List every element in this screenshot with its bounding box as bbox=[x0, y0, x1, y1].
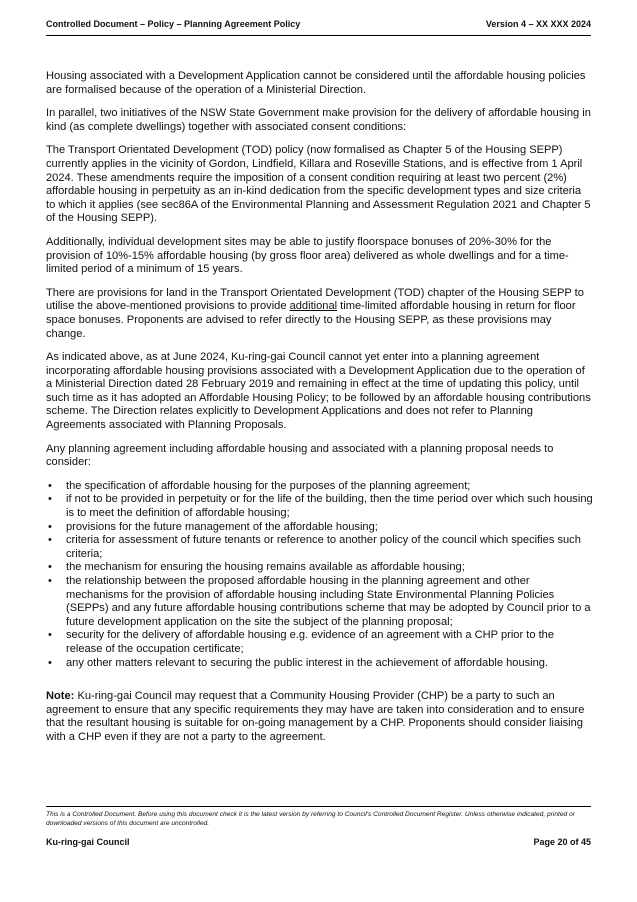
document-title: Controlled Document – Policy – Planning Agreement Policy bbox=[46, 19, 301, 29]
paragraph-5-part-b: time-limited affordable housing in return for floor space bonuses. Proponents are advised to refer directly to the Housing SEPP, as these provisions may change. bbox=[46, 300, 576, 340]
bullet-icon: • bbox=[48, 520, 52, 533]
list-item bbox=[46, 575, 593, 629]
footer-bar bbox=[46, 837, 591, 851]
list-item bbox=[46, 493, 593, 520]
document-body bbox=[46, 70, 593, 755]
bullet-icon: • bbox=[48, 561, 52, 574]
paragraph-considerations-intro: Any planning agreement including affordable housing and associated with a planning proposal needs to consider: bbox=[46, 442, 554, 469]
paragraph-1: Housing associated with a Development Application cannot be considered until the affordable housing policies are formalised because of the operation of a Ministerial Direction. bbox=[46, 70, 586, 96]
bullet-icon: • bbox=[48, 656, 52, 669]
list-item-text: security for the delivery of affordable housing e.g. evidence of an agreement with a CHP prior to the release of the occupation certificate; bbox=[66, 629, 554, 655]
list-item bbox=[46, 657, 593, 671]
list-item-text: the specification of affordable housing for the purposes of the planning agreement; bbox=[66, 479, 471, 492]
list-item-text: any other matters relevant to securing the public interest in the achievement of affordable housing. bbox=[66, 656, 549, 669]
bullet-icon: • bbox=[48, 575, 52, 587]
council-name: Ku-ring-gai Council bbox=[46, 837, 130, 847]
controlled-document-disclaimer: This is a Controlled Document. Before using this document check it is the latest version by referring to Council’s Controlled Document Register. Unless otherwise indicated, printed or downloaded versions of this document are uncontrolled. bbox=[46, 811, 575, 827]
note-paragraph bbox=[46, 690, 593, 744]
page-header bbox=[46, 17, 591, 36]
list-item-text: the mechanism for ensuring the housing remains available as affordable housing; bbox=[66, 561, 465, 574]
paragraph-floorspace-bonus: Additionally, individual development sites may be able to justify floorspace bonuses of 20%-30% for the provision of 10%-15% affordable housing (by gross floor area) delivered as whole dwellings and for a time-limited period of a minimum of 15 years. bbox=[46, 235, 569, 276]
paragraph-2: In parallel, two initiatives of the NSW State Government make provision for the delivery of affordable housing in kind (as complete dwellings) together with associated consent conditions: bbox=[46, 107, 591, 133]
page-footer bbox=[46, 806, 591, 851]
paragraph-5-part-a: There are provisions for land in the Transport Orientated Development (TOD) chapter of the Housing SEPP to utilise the above-mentioned provisions to provide bbox=[46, 286, 584, 313]
bullet-icon: • bbox=[48, 479, 52, 492]
bullet-icon: • bbox=[48, 629, 52, 642]
list-item bbox=[46, 629, 593, 656]
list-item-text: criteria for assessment of future tenants or reference to another policy of the council which specifies such criteria; bbox=[66, 534, 581, 560]
underlined-additional: additional bbox=[289, 300, 338, 313]
page-number: Page 20 of 45 bbox=[533, 837, 591, 847]
bullet-icon: • bbox=[48, 493, 52, 506]
list-item-text: if not to be provided in perpetuity or for the life of the building, then the time period over which such housing is to meet the definition of affordable housing; bbox=[66, 493, 593, 520]
note-label: Note: bbox=[46, 690, 75, 703]
paragraph-tod-provisions bbox=[46, 287, 593, 341]
list-item bbox=[46, 561, 593, 575]
list-item bbox=[46, 534, 593, 561]
note-text: Ku-ring-gai Council may request that a Community Housing Provider (CHP) be a party to such an agreement to ensure that any specific requirements they may have are taken into consideration and to ensure that the resultant housing is suitable for on-going management by a CHP. Proponents should consider liaising with a CHP even if they are not a party to the agreement. bbox=[46, 690, 585, 743]
bullet-icon: • bbox=[48, 534, 52, 547]
list-item bbox=[46, 480, 593, 494]
list-item bbox=[46, 521, 593, 535]
list-item-text: provisions for the future management of the affordable housing; bbox=[66, 520, 378, 533]
paragraph-ministerial-direction: As indicated above, as at June 2024, Ku-ring-gai Council cannot yet enter into a planning agreement incorporating affordable housing provisions associated with a Development Application due to the operation of a Ministerial Direction dated 28 February 2019 and remaining in effect at the time of updating this policy, until such time as it has adopted an Affordable Housing Policy; to be followed by an affordable housing contributions scheme. The Direction relates explicitly to Development Applications and does not refer to Planning Agreements associated with Planning Proposals. bbox=[46, 351, 591, 432]
version-label: Version 4 – XX XXX 2024 bbox=[485, 19, 591, 29]
list-item-text: the relationship between the proposed affordable housing in the planning agreement and other mechanisms for the provision of affordable housing including State Environmental Planning Policies (SEPPs) and any future affordable housing contributions scheme that may be adopted by Council prior to a future development application on the site the subject of the planning proposal; bbox=[66, 575, 591, 628]
paragraph-tod-policy: The Transport Orientated Development (TOD) policy (now formalised as Chapter 5 of the Housing SEPP) currently applies in the vicinity of Gordon, Lindfield, Killara and Roseville Stations, and is effective from 1 April 2024. These amendments require the imposition of a consent condition requiring at least two percent (2%) affordable housing in perpetuity as an in-kind dedication from the specific development types and size criteria to which it applies (see sec86A of the Environmental Planning and Assessment Regulation 2021 and Chapter 5 of the Housing SEPP). bbox=[46, 144, 591, 225]
considerations-list bbox=[46, 480, 593, 670]
